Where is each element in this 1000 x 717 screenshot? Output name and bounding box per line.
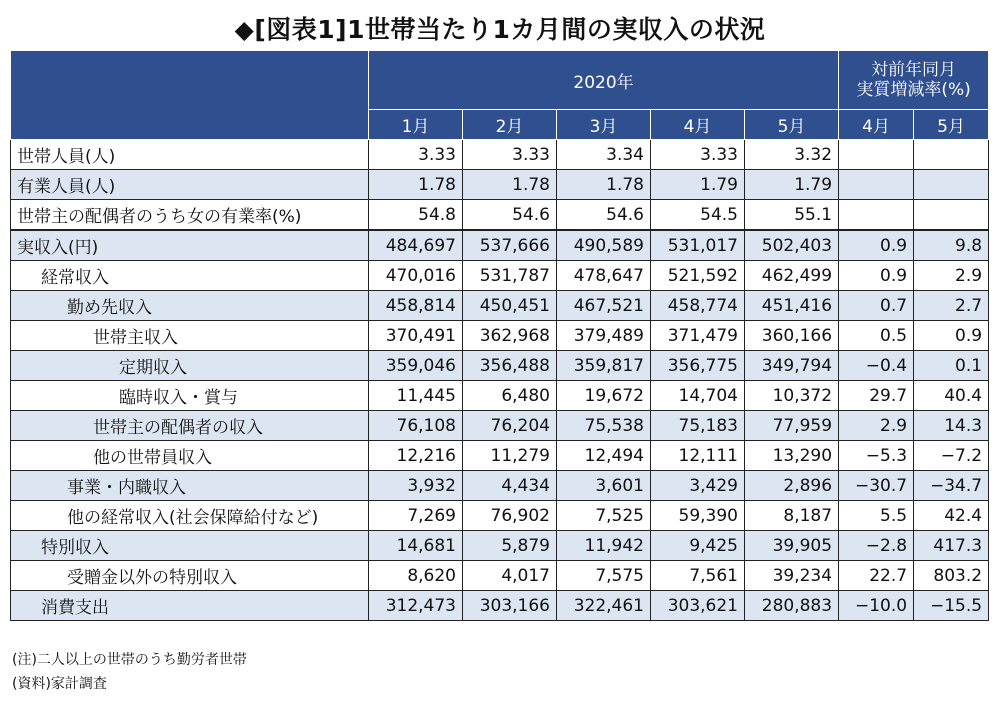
row-label: 世帯人員(人): [11, 140, 369, 170]
value-cell: 54.5: [651, 200, 745, 231]
change-cell: 0.5: [839, 321, 914, 351]
value-cell: 8,187: [745, 501, 839, 531]
table-body: [11, 140, 989, 621]
value-cell: 39,905: [745, 531, 839, 561]
change-cell: 42.4: [914, 501, 989, 531]
value-cell: 7,561: [651, 561, 745, 591]
value-cell: 39,234: [745, 561, 839, 591]
change-cell: −30.7: [839, 471, 914, 501]
value-cell: 76,108: [369, 411, 463, 441]
value-cell: 3.34: [557, 140, 651, 170]
value-cell: 458,774: [651, 291, 745, 321]
value-cell: 54.8: [369, 200, 463, 231]
change-cell: 0.9: [839, 261, 914, 291]
value-cell: 6,480: [463, 381, 557, 411]
change-cell: 9.8: [914, 230, 989, 261]
table-row: [11, 501, 989, 531]
change-cell: 2.9: [914, 261, 989, 291]
row-label: 特別収入: [11, 531, 369, 561]
table-row: [11, 230, 989, 261]
table-row: [11, 381, 989, 411]
header-change-month: 4月: [839, 110, 914, 140]
value-cell: 537,666: [463, 230, 557, 261]
table-row: [11, 261, 989, 291]
value-cell: 3.33: [463, 140, 557, 170]
value-cell: 12,111: [651, 441, 745, 471]
change-cell: 29.7: [839, 381, 914, 411]
table-row: [11, 321, 989, 351]
row-label: 勤め先収入: [11, 291, 369, 321]
value-cell: 3.32: [745, 140, 839, 170]
value-cell: 11,279: [463, 441, 557, 471]
value-cell: 490,589: [557, 230, 651, 261]
change-cell: [839, 200, 914, 231]
value-cell: 462,499: [745, 261, 839, 291]
value-cell: 303,166: [463, 591, 557, 621]
header-change-month: 5月: [914, 110, 989, 140]
header-month: 2月: [463, 110, 557, 140]
value-cell: 55.1: [745, 200, 839, 231]
header-blank-cell: [11, 51, 369, 140]
value-cell: 12,494: [557, 441, 651, 471]
value-cell: 76,902: [463, 501, 557, 531]
value-cell: 450,451: [463, 291, 557, 321]
header-month: 1月: [369, 110, 463, 140]
value-cell: 502,403: [745, 230, 839, 261]
change-cell: [914, 140, 989, 170]
header-year: 2020年: [369, 51, 839, 110]
value-cell: 379,489: [557, 321, 651, 351]
value-cell: 8,620: [369, 561, 463, 591]
value-cell: 360,166: [745, 321, 839, 351]
value-cell: 470,016: [369, 261, 463, 291]
change-cell: 40.4: [914, 381, 989, 411]
value-cell: 521,592: [651, 261, 745, 291]
value-cell: 77,959: [745, 411, 839, 441]
value-cell: 11,942: [557, 531, 651, 561]
value-cell: 312,473: [369, 591, 463, 621]
change-cell: −34.7: [914, 471, 989, 501]
change-cell: 417.3: [914, 531, 989, 561]
value-cell: 7,269: [369, 501, 463, 531]
value-cell: 303,621: [651, 591, 745, 621]
value-cell: 3.33: [369, 140, 463, 170]
value-cell: 451,416: [745, 291, 839, 321]
table-row: [11, 351, 989, 381]
row-label: 世帯主収入: [11, 321, 369, 351]
value-cell: 11,445: [369, 381, 463, 411]
value-cell: 359,046: [369, 351, 463, 381]
row-label: 定期収入: [11, 351, 369, 381]
change-cell: −0.4: [839, 351, 914, 381]
table-row: [11, 471, 989, 501]
value-cell: 12,216: [369, 441, 463, 471]
value-cell: 59,390: [651, 501, 745, 531]
change-cell: [839, 140, 914, 170]
header-change: [839, 51, 989, 110]
value-cell: 359,817: [557, 351, 651, 381]
notes: [12, 648, 247, 696]
value-cell: 75,183: [651, 411, 745, 441]
value-cell: 362,968: [463, 321, 557, 351]
value-cell: 1.78: [369, 170, 463, 200]
value-cell: 3.33: [651, 140, 745, 170]
row-label: 経常収入: [11, 261, 369, 291]
page-title: ◆[図表1]1世帯当たり1カ月間の実収入の状況: [234, 15, 766, 44]
row-label: 有業人員(人): [11, 170, 369, 200]
row-label: 世帯主の配偶者のうち女の有業率(%): [11, 200, 369, 231]
table-row: [11, 561, 989, 591]
change-cell: [914, 170, 989, 200]
table-row: [11, 170, 989, 200]
change-cell: 2.7: [914, 291, 989, 321]
value-cell: 322,461: [557, 591, 651, 621]
table-row: [11, 200, 989, 231]
value-cell: 3,429: [651, 471, 745, 501]
value-cell: 13,290: [745, 441, 839, 471]
row-label: 臨時収入・賞与: [11, 381, 369, 411]
change-cell: 0.7: [839, 291, 914, 321]
value-cell: 478,647: [557, 261, 651, 291]
value-cell: 75,538: [557, 411, 651, 441]
change-cell: [914, 200, 989, 231]
change-cell: 14.3: [914, 411, 989, 441]
change-cell: 0.9: [914, 321, 989, 351]
value-cell: 370,491: [369, 321, 463, 351]
value-cell: 14,681: [369, 531, 463, 561]
value-cell: 1.79: [651, 170, 745, 200]
row-label: 消費支出: [11, 591, 369, 621]
value-cell: 5,879: [463, 531, 557, 561]
value-cell: 3,601: [557, 471, 651, 501]
value-cell: 4,017: [463, 561, 557, 591]
change-cell: [839, 170, 914, 200]
table-row: [11, 591, 989, 621]
income-table: [10, 50, 989, 621]
value-cell: 356,775: [651, 351, 745, 381]
value-cell: 54.6: [557, 200, 651, 231]
header-month: 4月: [651, 110, 745, 140]
row-label: 他の世帯員収入: [11, 441, 369, 471]
row-label: 実収入(円): [11, 230, 369, 261]
value-cell: 1.78: [463, 170, 557, 200]
row-label: 受贈金以外の特別収入: [11, 561, 369, 591]
table-row: [11, 291, 989, 321]
value-cell: 467,521: [557, 291, 651, 321]
change-cell: −10.0: [839, 591, 914, 621]
row-label: 事業・内職収入: [11, 471, 369, 501]
row-label: 他の経常収入(社会保障給付など): [11, 501, 369, 531]
value-cell: 19,672: [557, 381, 651, 411]
table-row: [11, 411, 989, 441]
value-cell: 76,204: [463, 411, 557, 441]
value-cell: 1.78: [557, 170, 651, 200]
change-cell: −5.3: [839, 441, 914, 471]
value-cell: 1.79: [745, 170, 839, 200]
change-cell: 22.7: [839, 561, 914, 591]
change-cell: −7.2: [914, 441, 989, 471]
value-cell: 7,575: [557, 561, 651, 591]
value-cell: 531,787: [463, 261, 557, 291]
table-row: [11, 531, 989, 561]
table-row: [11, 140, 989, 170]
table-row: [11, 441, 989, 471]
value-cell: 280,883: [745, 591, 839, 621]
value-cell: 531,017: [651, 230, 745, 261]
change-cell: 2.9: [839, 411, 914, 441]
value-cell: 356,488: [463, 351, 557, 381]
value-cell: 10,372: [745, 381, 839, 411]
value-cell: 9,425: [651, 531, 745, 561]
value-cell: 4,434: [463, 471, 557, 501]
change-cell: 0.1: [914, 351, 989, 381]
note-line: (資料)家計調査: [12, 676, 107, 692]
change-cell: 5.5: [839, 501, 914, 531]
value-cell: 2,896: [745, 471, 839, 501]
note-line: (注)二人以上の世帯のうち勤労者世帯: [12, 652, 247, 668]
header-change-line2: 実質増減率(%): [856, 80, 971, 100]
value-cell: 14,704: [651, 381, 745, 411]
header-month: 3月: [557, 110, 651, 140]
row-label: 世帯主の配偶者の収入: [11, 411, 369, 441]
change-cell: 0.9: [839, 230, 914, 261]
header-change-line1: 対前年同月: [871, 60, 957, 80]
value-cell: 7,525: [557, 501, 651, 531]
header-month: 5月: [745, 110, 839, 140]
value-cell: 3,932: [369, 471, 463, 501]
value-cell: 371,479: [651, 321, 745, 351]
value-cell: 484,697: [369, 230, 463, 261]
value-cell: 458,814: [369, 291, 463, 321]
value-cell: 349,794: [745, 351, 839, 381]
change-cell: −15.5: [914, 591, 989, 621]
value-cell: 54.6: [463, 200, 557, 231]
change-cell: −2.8: [839, 531, 914, 561]
change-cell: 803.2: [914, 561, 989, 591]
